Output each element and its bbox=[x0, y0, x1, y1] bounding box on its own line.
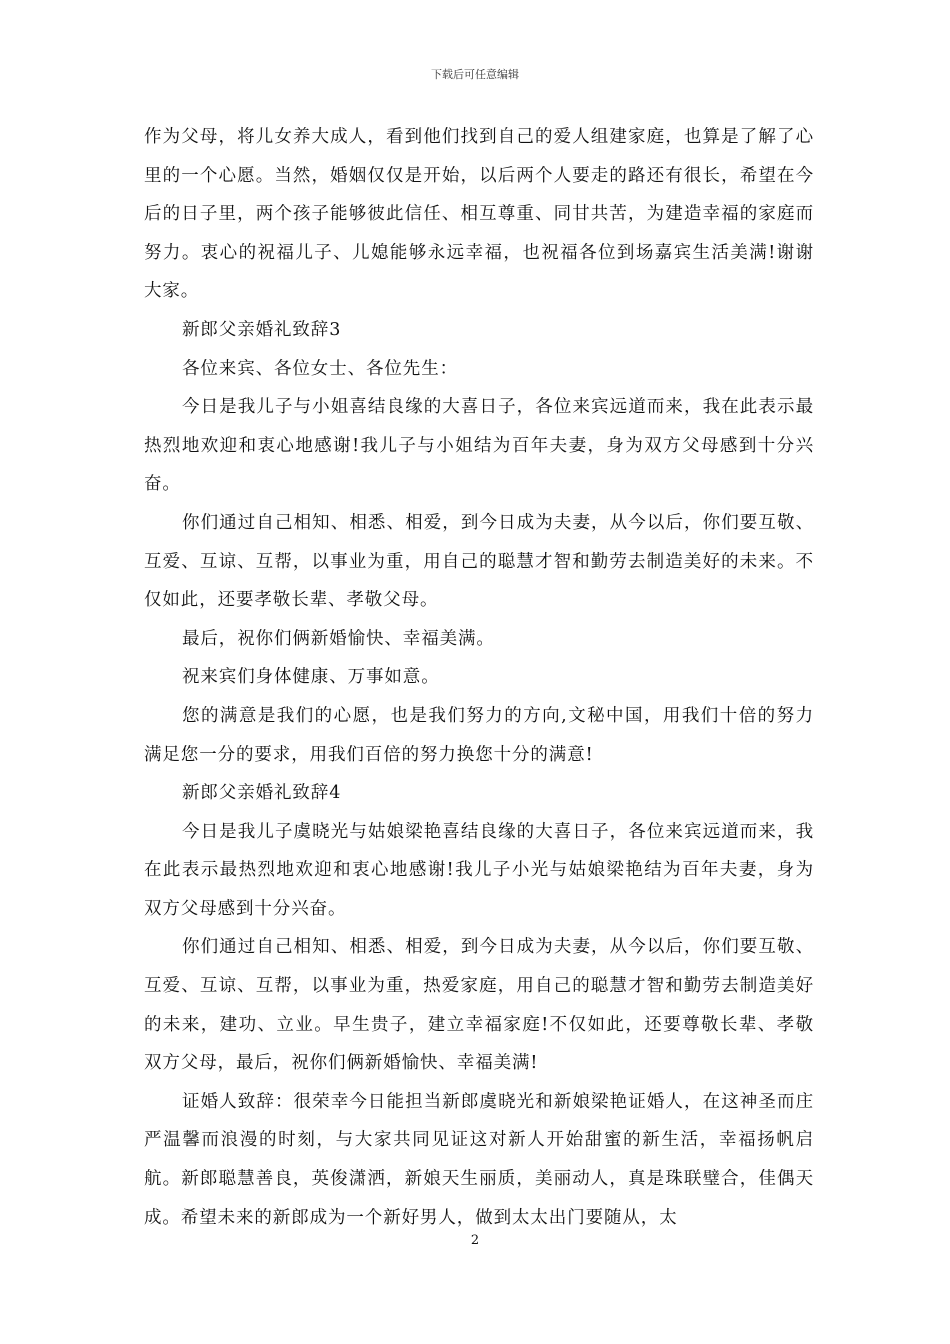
paragraph: 证婚人致辞：很荣幸今日能担当新郎虞晓光和新娘梁艳证婚人，在这神圣而庄严温馨而浪漫的时刻，与大家共同见证这对新人开始甜蜜的新生活，幸福扬帆启航。新郎聪慧善良，英俊潇洒，新娘天生丽质，美丽动人，真是珠联璧合，佳偶天成。希望未来的新郎成为一个新好男人，做到太太出门要随从，太 bbox=[144, 1091, 814, 1228]
page-number: 2 bbox=[470, 1233, 480, 1248]
section-heading: 新郎父亲婚礼致辞4 bbox=[182, 783, 342, 804]
document-body bbox=[144, 118, 814, 1237]
page-header: 下载后可任意编辑 bbox=[431, 68, 519, 81]
paragraph: 你们通过自己相知、相悉、相爱，到今日成为夫妻，从今以后，你们要互敬、互爱、互谅、互帮，以事业为重，热爱家庭，用自己的聪慧才智和勤劳去制造美好的未来，建功、立业。早生贵子，建立幸福家庭!不仅如此，还要尊敬长辈、孝敬双方父母，最后，祝你们俩新婚愉快、幸福美满! bbox=[144, 937, 814, 1074]
paragraph: 您的满意是我们的心愿，也是我们努力的方向,文秘中国，用我们十倍的努力满足您一分的要求，用我们百倍的努力换您十分的满意! bbox=[144, 705, 814, 765]
paragraph: 最后，祝你们俩新婚愉快、幸福美满。 bbox=[182, 628, 495, 649]
paragraph: 今日是我儿子虞晓光与姑娘梁艳喜结良缘的大喜日子，各位来宾远道而来，我在此表示最热烈地欢迎和衷心地感谢!我儿子小光与姑娘梁艳结为百年夫妻，身为双方父母感到十分兴奋。 bbox=[144, 821, 814, 919]
section-heading: 新郎父亲婚礼致辞3 bbox=[182, 319, 342, 340]
paragraph: 祝来宾们身体健康、万事如意。 bbox=[182, 667, 440, 688]
salutation: 各位来宾、各位女士、各位先生： bbox=[182, 358, 458, 379]
paragraph: 你们通过自己相知、相悉、相爱，到今日成为夫妻，从今以后，你们要互敬、互爱、互谅、互帮，以事业为重，用自己的聪慧才智和勤劳去制造美好的未来。不仅如此，还要孝敬长辈、孝敬父母。 bbox=[144, 512, 814, 611]
paragraph: 作为父母，将儿女养大成人，看到他们找到自己的爱人组建家庭，也算是了解了心里的一个心愿。当然，婚姻仅仅是开始，以后两个人要走的路还有很长，希望在今后的日子里，两个孩子能够彼此信任、相互尊重、同甘共苦，为建造幸福的家庭而努力。衷心的祝福儿子、儿媳能够永远幸福，也祝福各位到场嘉宾生活美满!谢谢大家。 bbox=[144, 127, 814, 302]
paragraph: 今日是我儿子与小姐喜结良缘的大喜日子，各位来宾远道而来，我在此表示最热烈地欢迎和衷心地感谢!我儿子与小姐结为百年夫妻，身为双方父母感到十分兴奋。 bbox=[144, 397, 814, 495]
